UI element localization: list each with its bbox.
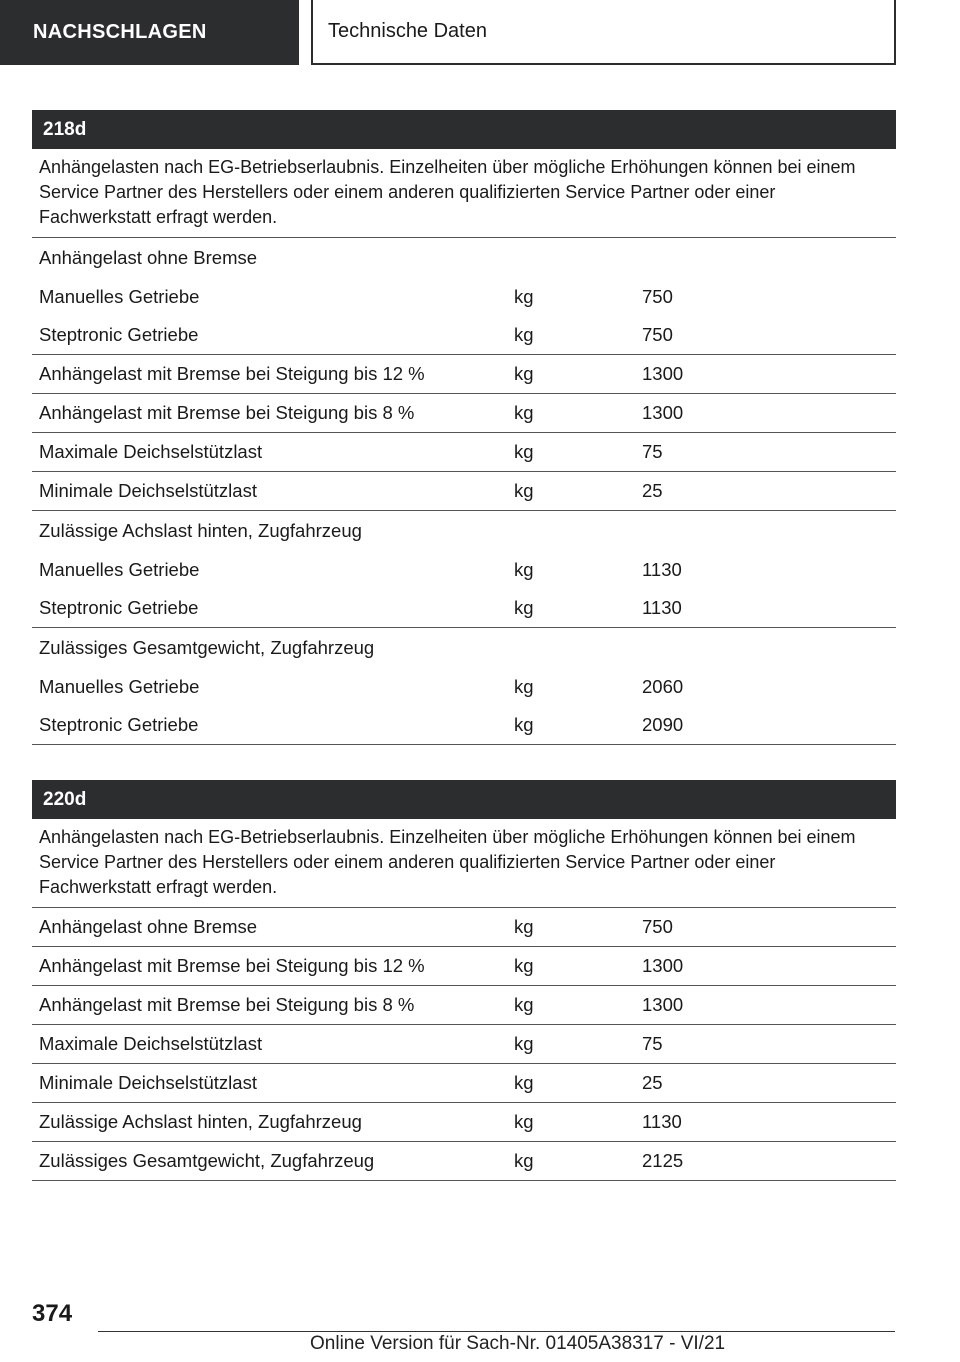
row-unit: kg <box>514 597 534 618</box>
row-value: 2125 <box>642 1150 684 1171</box>
row-unit: kg <box>514 1033 534 1054</box>
table-row <box>32 433 896 472</box>
row-label: Zulässiges Gesamtgewicht, Zugfahrzeug <box>39 636 375 658</box>
row-label: Zulässige Achslast hinten, Zugfahrzeug <box>39 1111 362 1132</box>
row-label: Steptronic Getriebe <box>39 597 199 618</box>
row-value: 2060 <box>642 675 684 697</box>
row-label: Anhängelast ohne Bremse <box>39 246 258 268</box>
row-label: Anhängelast mit Bremse bei Steigung bis 8 % <box>39 402 415 423</box>
row-value: 2090 <box>642 714 684 735</box>
table-row <box>32 1142 896 1181</box>
data-table <box>32 238 896 745</box>
row-label: Steptronic Getriebe <box>39 324 199 345</box>
row-value: 25 <box>642 1072 663 1093</box>
table-row <box>32 589 896 628</box>
row-label: Manuelles Getriebe <box>39 675 200 697</box>
row-label: Steptronic Getriebe <box>39 714 199 735</box>
footer-divider <box>98 1331 895 1332</box>
table-row <box>32 706 896 745</box>
row-value: 1130 <box>642 597 682 618</box>
row-label: Manuelles Getriebe <box>39 285 200 307</box>
table-row <box>32 511 896 550</box>
table-row <box>32 1103 896 1142</box>
table-row <box>32 908 896 947</box>
data-table <box>32 908 896 1181</box>
row-value: 750 <box>642 916 673 937</box>
row-unit: kg <box>514 994 534 1015</box>
row-unit: kg <box>514 480 534 501</box>
row-label: Minimale Deichselstützlast <box>39 1072 257 1093</box>
row-value: 1130 <box>642 558 682 580</box>
row-value: 750 <box>642 324 673 345</box>
row-value: 1300 <box>642 955 684 976</box>
chapter-label: NACHSCHLAGEN <box>33 21 207 43</box>
table-row <box>32 355 896 394</box>
row-label: Maximale Deichselstützlast <box>39 1033 263 1054</box>
row-unit: kg <box>514 714 534 735</box>
row-unit: kg <box>514 955 534 976</box>
row-value: 75 <box>642 441 663 462</box>
row-value: 1130 <box>642 1111 682 1132</box>
row-value: 750 <box>642 285 673 307</box>
row-label: Anhängelast mit Bremse bei Steigung bis 8 % <box>39 994 415 1015</box>
row-unit: kg <box>514 285 534 307</box>
row-unit: kg <box>514 558 534 580</box>
row-unit: kg <box>514 441 534 462</box>
row-label: Anhängelast mit Bremse bei Steigung bis 12 % <box>39 955 425 976</box>
table-row <box>32 986 896 1025</box>
row-label: Anhängelast mit Bremse bei Steigung bis 12 % <box>39 363 425 384</box>
row-value: 1300 <box>642 363 684 384</box>
section-220d <box>32 780 896 1181</box>
row-value: 75 <box>642 1033 663 1054</box>
row-unit: kg <box>514 675 534 697</box>
chapter-tab <box>0 0 299 65</box>
page-title-box <box>311 0 896 65</box>
row-unit: kg <box>514 363 534 384</box>
page-title: Technische Daten <box>328 20 487 42</box>
table-row <box>32 472 896 511</box>
page-number: 374 <box>32 1300 73 1327</box>
section-intro: Anhängelasten nach EG-Betriebserlaubnis. Einzelheiten über mögliche Erhöhungen können bei einem Service Partner des Herstellers oder einem anderen qualifizierten Service Partner oder einer Fachwerkstatt erfragt werden. <box>32 819 896 908</box>
table-row <box>32 947 896 986</box>
section-heading: 218d <box>32 110 896 149</box>
row-label: Zulässige Achslast hinten, Zugfahrzeug <box>39 519 362 541</box>
row-value: 1300 <box>642 402 684 423</box>
table-row <box>32 1025 896 1064</box>
row-unit: kg <box>514 916 534 937</box>
table-row <box>32 316 896 355</box>
row-unit: kg <box>514 1150 534 1171</box>
table-row <box>32 1064 896 1103</box>
table-row <box>32 550 896 589</box>
footer-note: Online Version für Sach-Nr. 01405A38317 - VI/21 <box>310 1333 726 1354</box>
row-label: Manuelles Getriebe <box>39 558 200 580</box>
row-value: 25 <box>642 480 663 501</box>
row-unit: kg <box>514 1072 534 1093</box>
section-218d <box>32 110 896 745</box>
row-unit: kg <box>514 1111 534 1132</box>
table-row <box>32 238 896 277</box>
table-row <box>32 277 896 316</box>
table-row <box>32 628 896 667</box>
table-row <box>32 667 896 706</box>
row-value: 1300 <box>642 994 684 1015</box>
row-label: Maximale Deichselstützlast <box>39 441 263 462</box>
row-label: Anhängelast ohne Bremse <box>39 916 258 937</box>
section-heading: 220d <box>32 780 896 819</box>
row-label: Minimale Deichselstützlast <box>39 480 257 501</box>
table-row <box>32 394 896 433</box>
row-unit: kg <box>514 324 534 345</box>
section-intro: Anhängelasten nach EG-Betriebserlaubnis. Einzelheiten über mögliche Erhöhungen können bei einem Service Partner des Herstellers oder einem anderen qualifizierten Service Partner oder einer Fachwerkstatt erfragt werden. <box>32 149 896 238</box>
row-unit: kg <box>514 402 534 423</box>
row-label: Zulässiges Gesamtgewicht, Zugfahrzeug <box>39 1150 375 1171</box>
